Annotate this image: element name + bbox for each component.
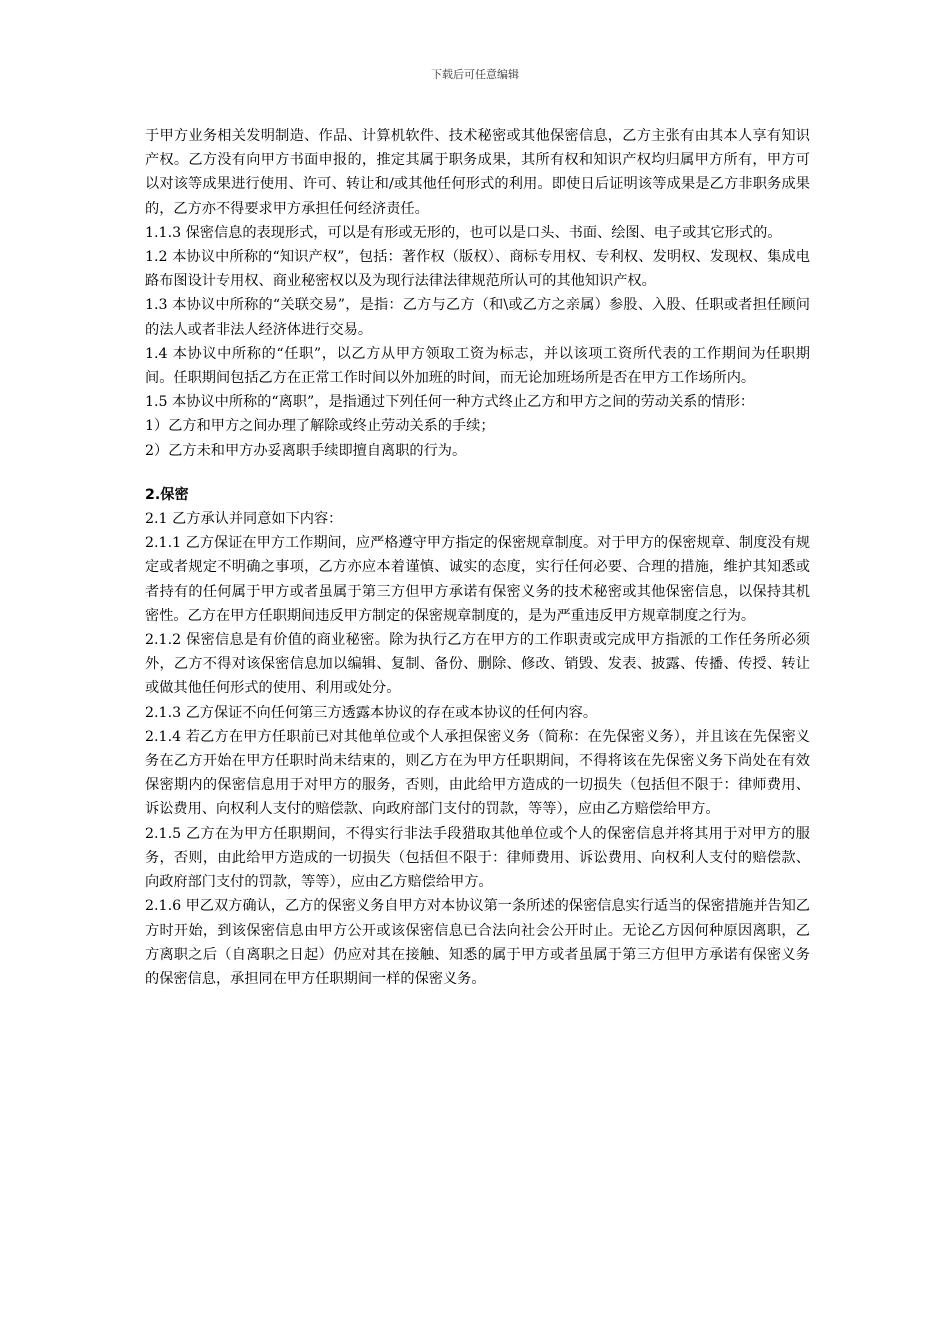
clause-1-3: 1.3 本协议中所称的“关联交易”，是指：乙方与乙方（和\或乙方之亲属）参股、入股、任职或者担任顾问的法人或者非法人经济体进行交易。 bbox=[145, 297, 810, 338]
list-item-1: 1）乙方和甲方之间办理了解除或终止劳动关系的手续； bbox=[145, 418, 495, 435]
clause-2-1-1: 2.1.1 乙方保证在甲方工作期间，应严格遵守甲方指定的保密规章制度。对于甲方的保密规章、制度没有规定或者规定不明确之事项，乙方亦应本着谨慎、诚实的态度，实行任何必要、合理的措施，维护其知悉或者持有的任何属于甲方或者虽属于第三方但甲方承诺有保密义务的技术秘密或其他保密信息，以保持其机密性。乙方在甲方任职期间违反甲方制定的保密规章制度的，是为严重违反甲方规章制度之行为。 bbox=[145, 535, 810, 624]
clause-2-1-2: 2.1.2 保密信息是有价值的商业秘密。除为执行乙方在甲方的工作职责或完成甲方指派的工作任务所必须外，乙方不得对该保密信息加以编辑、复制、备份、删除、修改、销毁、发表、披露、传播、传授、转让或做其他任何形式的使用、利用或处分。 bbox=[145, 632, 810, 697]
clause-1-2: 1.2 本协议中所称的“知识产权”，包括：著作权（版权）、商标专用权、专利权、发明权、发现权、集成电路布图设计专用权、商业秘密权以及为现行法律法律规范所认可的其他知识产权。 bbox=[145, 249, 810, 290]
clause-1-4: 1.4 本协议中所称的“任职”，以乙方从甲方领取工资为标志，并以该项工资所代表的工作期间为任职期间。任职期间包括乙方在正常工作时间以外加班的时间，而无论加班场所是否在甲方工作场所内。 bbox=[145, 345, 810, 387]
page-header: 下载后可任意编辑 bbox=[431, 68, 519, 81]
list-item-2: 2）乙方未和甲方办妥离职手续即擅自离职的行为。 bbox=[145, 442, 467, 459]
paragraph: 于甲方业务相关发明制造、作品、计算机软件、技术秘密或其他保密信息，乙方主张有由其本人享有知识产权。乙方没有向甲方书面申报的，推定其属于职务成果，其所有权和知识产权均归属甲方所有，甲方可以对该等成果进行使用、许可、转让和/或其他任何形式的利用。即使日后证明该等成果是乙方非职务成果的，乙方亦不得要求甲方承担任何经济责任。 bbox=[145, 128, 810, 217]
clause-2-1-4: 2.1.4 若乙方在甲方任职前已对其他单位或个人承担保密义务（简称：在先保密义务），并且该在先保密义务在乙方开始在甲方任职时尚未结束的，则乙方在为甲方任职期间，不得将该在先保密义务下尚处在有效保密期内的保密信息用于对甲方的服务，否则，由此给甲方造成的一切损失（包括但不限于：律师费用、诉讼费用、向权利人支付的赔偿款、向政府部门支付的罚款，等等），应由乙方赔偿给甲方。 bbox=[145, 728, 810, 818]
clause-2-1-6: 2.1.6 甲乙双方确认，乙方的保密义务自甲方对本协议第一条所述的保密信息实行适当的保密措施并告知乙方时开始，到该保密信息由甲方公开或该保密信息已合法向社会公开时止。无论乙方因何种原因离职，乙方离职之后（自离职之日起）仍应对其在接触、知悉的属于甲方或者虽属于第三方但甲方承诺有保密义务的保密信息，承担同在甲方任职期间一样的保密义务。 bbox=[145, 898, 810, 987]
clause-2-1-3: 2.1.3 乙方保证不向任何第三方透露本协议的存在或本协议的任何内容。 bbox=[145, 704, 598, 721]
clause-2-1-5: 2.1.5 乙方在为甲方任职期间，不得实行非法手段猎取其他单位或个人的保密信息并将其用于对甲方的服务，否则，由此给甲方造成的一切损失（包括但不限于：律师费用、诉讼费用、向权利人支付的赔偿款、向政府部门支付的罚款，等等），应由乙方赔偿给甲方。 bbox=[145, 825, 810, 891]
section-spacer bbox=[145, 463, 810, 483]
clause-2-1: 2.1 乙方承认并同意如下内容： bbox=[145, 511, 343, 528]
section-heading: 2.保密 bbox=[145, 486, 189, 503]
clause-1-1-3: 1.1.3 保密信息的表现形式，可以是有形或无形的，也可以是口头、书面、绘图、电子或其它形式的。 bbox=[145, 224, 782, 241]
document-body bbox=[145, 124, 810, 991]
clause-1-5: 1.5 本协议中所称的“离职”，是指通过下列任何一种方式终止乙方和甲方之间的劳动关系的情形： bbox=[145, 394, 755, 411]
